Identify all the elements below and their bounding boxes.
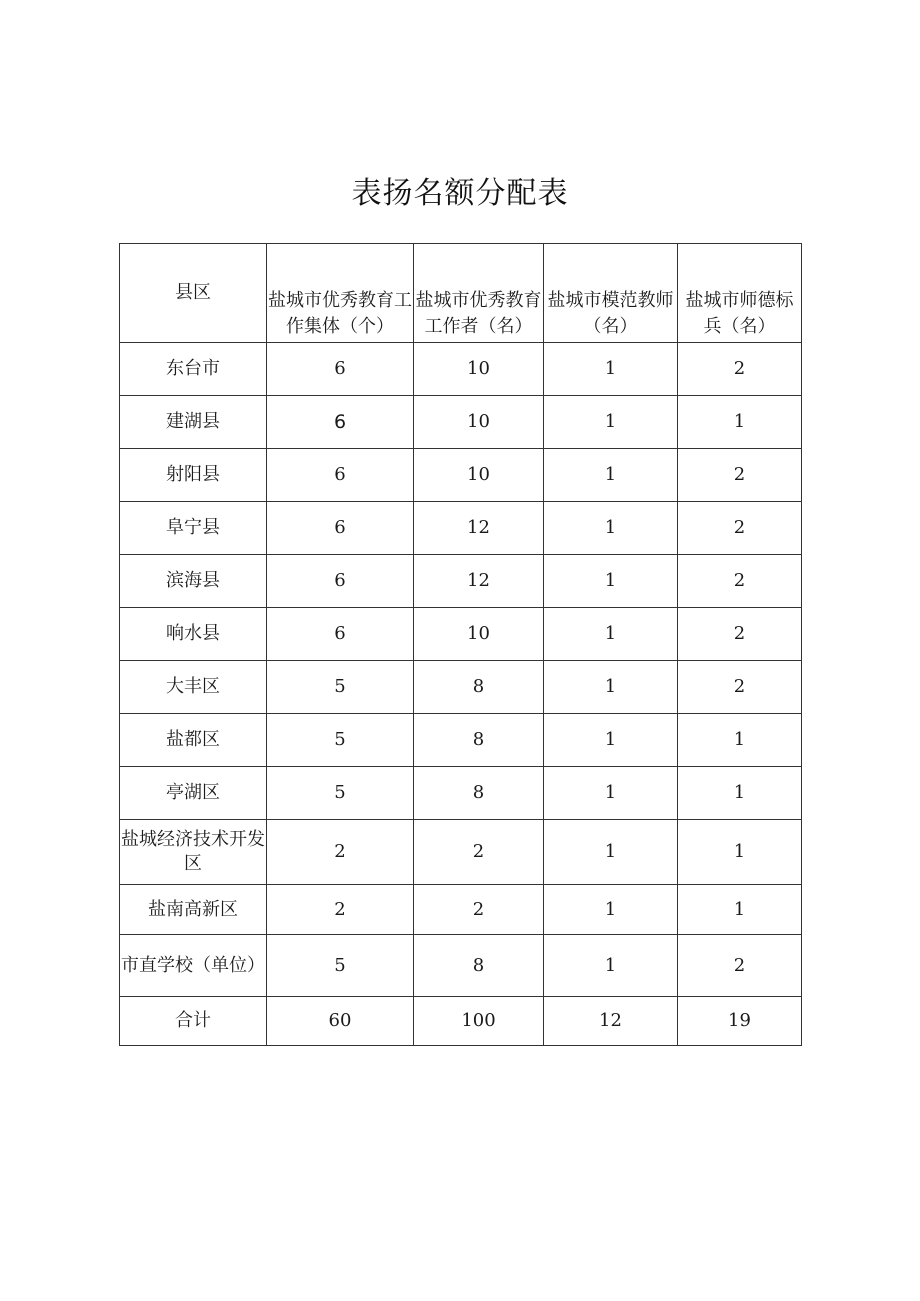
total-label: 合计	[120, 997, 267, 1046]
cell-region: 市直学校（单位）	[120, 935, 267, 997]
table-row	[120, 714, 802, 767]
cell-collective: 2	[267, 820, 414, 885]
cell-ethics-model: 2	[678, 608, 802, 661]
cell-model-teacher: 1	[544, 555, 678, 608]
table-row	[120, 661, 802, 714]
cell-collective: 6	[267, 396, 414, 449]
cell-ethics-model: 2	[678, 661, 802, 714]
cell-collective: 6	[267, 343, 414, 396]
table-row	[120, 885, 802, 935]
cell-model-teacher: 1	[544, 661, 678, 714]
cell-ethics-model: 1	[678, 885, 802, 935]
cell-collective: 6	[267, 555, 414, 608]
cell-ethics-model: 2	[678, 935, 802, 997]
table-row	[120, 343, 802, 396]
cell-worker: 8	[414, 714, 544, 767]
cell-region: 建湖县	[120, 396, 267, 449]
cell-ethics-model: 2	[678, 449, 802, 502]
table-row	[120, 396, 802, 449]
table-row	[120, 935, 802, 997]
table-row	[120, 502, 802, 555]
cell-ethics-model: 2	[678, 555, 802, 608]
cell-worker: 10	[414, 343, 544, 396]
cell-region: 响水县	[120, 608, 267, 661]
total-row	[120, 997, 802, 1046]
table-row	[120, 555, 802, 608]
cell-collective: 2	[267, 885, 414, 935]
cell-region: 盐城经济技术开发区	[120, 820, 267, 885]
total-ethics-model: 19	[678, 997, 802, 1046]
cell-ethics-model: 1	[678, 820, 802, 885]
cell-collective: 6	[267, 502, 414, 555]
page-title: 表扬名额分配表	[351, 176, 569, 211]
cell-model-teacher: 1	[544, 449, 678, 502]
cell-model-teacher: 1	[544, 608, 678, 661]
cell-region: 亭湖区	[120, 767, 267, 820]
cell-collective: 5	[267, 935, 414, 997]
cell-region: 阜宁县	[120, 502, 267, 555]
cell-collective: 5	[267, 767, 414, 820]
cell-collective: 6	[267, 608, 414, 661]
total-worker: 100	[414, 997, 544, 1046]
total-collective: 60	[267, 997, 414, 1046]
total-model-teacher: 12	[544, 997, 678, 1046]
cell-worker: 8	[414, 661, 544, 714]
cell-worker: 2	[414, 820, 544, 885]
cell-ethics-model: 1	[678, 714, 802, 767]
cell-worker: 10	[414, 608, 544, 661]
quota-table	[119, 243, 802, 1046]
cell-model-teacher: 1	[544, 396, 678, 449]
cell-region: 射阳县	[120, 449, 267, 502]
cell-region: 大丰区	[120, 661, 267, 714]
cell-worker: 8	[414, 935, 544, 997]
cell-collective: 5	[267, 661, 414, 714]
cell-ethics-model: 2	[678, 502, 802, 555]
header-ethics-model: 盐城市师德标兵（名）	[678, 244, 802, 343]
header-excellent-collective: 盐城市优秀教育工作集体（个）	[267, 244, 414, 343]
cell-ethics-model: 1	[678, 396, 802, 449]
cell-model-teacher: 1	[544, 820, 678, 885]
header-model-teacher: 盐城市模范教师（名）	[544, 244, 678, 343]
cell-ethics-model: 1	[678, 767, 802, 820]
cell-worker: 12	[414, 502, 544, 555]
table-row	[120, 767, 802, 820]
cell-model-teacher: 1	[544, 714, 678, 767]
table-row	[120, 820, 802, 885]
cell-worker: 12	[414, 555, 544, 608]
cell-model-teacher: 1	[544, 885, 678, 935]
cell-ethics-model: 2	[678, 343, 802, 396]
table-row	[120, 449, 802, 502]
cell-region: 盐南高新区	[120, 885, 267, 935]
cell-region: 盐都区	[120, 714, 267, 767]
cell-collective: 6	[267, 449, 414, 502]
cell-worker: 2	[414, 885, 544, 935]
cell-worker: 10	[414, 449, 544, 502]
cell-worker: 8	[414, 767, 544, 820]
cell-region: 滨海县	[120, 555, 267, 608]
header-excellent-worker: 盐城市优秀教育工作者（名）	[414, 244, 544, 343]
cell-model-teacher: 1	[544, 343, 678, 396]
cell-model-teacher: 1	[544, 767, 678, 820]
cell-worker: 10	[414, 396, 544, 449]
table-row	[120, 608, 802, 661]
cell-region: 东台市	[120, 343, 267, 396]
cell-model-teacher: 1	[544, 935, 678, 997]
cell-model-teacher: 1	[544, 502, 678, 555]
table-header-row	[120, 244, 802, 343]
cell-collective: 5	[267, 714, 414, 767]
header-region: 县区	[120, 244, 267, 343]
